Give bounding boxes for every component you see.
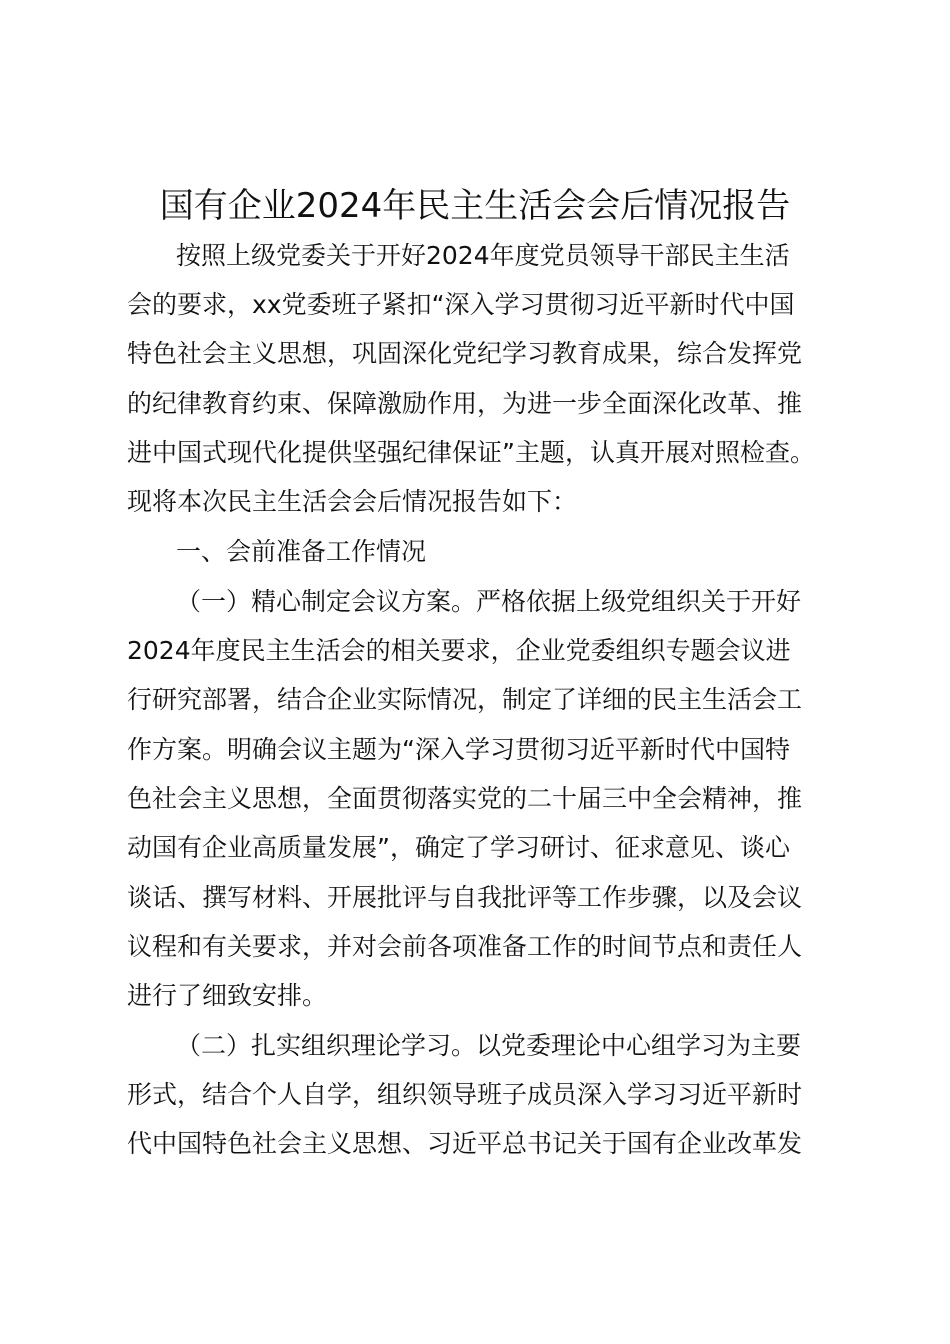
paragraph-line: 色社会主义思想，全面贯彻落实党的二十届三中全会精神，推 — [127, 784, 803, 813]
paragraph-line: 进行了细致安排。 — [127, 981, 328, 1010]
paragraph-line: 按照上级党委关于开好2024年度党员领导干部民主生活 — [176, 241, 790, 270]
paragraph-line: （二）扎实组织理论学习。以党委理论中心组学习为主要 — [176, 1031, 802, 1060]
paragraph-line: 行研究部署，结合企业实际情况，制定了详细的民主生活会工 — [127, 685, 803, 714]
paragraph-line: 特色社会主义思想，巩固深化党纪学习教育成果，综合发挥党 — [127, 339, 803, 368]
paragraph-line: 作方案。明确会议主题为“深入学习贯彻习近平新时代中国特 — [127, 735, 790, 764]
paragraph-line: 代中国特色社会主义思想、习近平总书记关于国有企业改革发 — [127, 1129, 803, 1158]
section-heading: 一、会前准备工作情况 — [176, 537, 427, 566]
paragraph-line: （一）精心制定会议方案。严格依据上级党组织关于开好 — [176, 587, 802, 616]
paragraph-line: 议程和有关要求，并对会前各项准备工作的时间节点和责任人 — [127, 932, 803, 961]
paragraph-line: 动国有企业高质量发展”，确定了学习研讨、征求意见、谈心 — [127, 833, 790, 862]
paragraph-line: 谈话、撰写材料、开展批评与自我批评等工作步骤，以及会议 — [127, 883, 803, 912]
paragraph-line: 会的要求，xx党委班子紧扣“深入学习贯彻习近平新时代中国 — [127, 290, 795, 319]
paragraph-line: 2024年度民主生活会的相关要求，企业党委组织专题会议进 — [127, 636, 791, 665]
paragraph-line: 的纪律教育约束、保障激励作用，为进一步全面深化改革、推 — [127, 389, 803, 418]
document-title: 国有企业2024年民主生活会会后情况报告 — [159, 186, 791, 226]
paragraph-line: 形式，结合个人自学，组织领导班子成员深入学习习近平新时 — [127, 1080, 803, 1109]
paragraph-line: 现将本次民主生活会会后情况报告如下： — [127, 487, 578, 516]
paragraph-line: 进中国式现代化提供坚强纪律保证”主题，认真开展对照检查。 — [127, 438, 815, 467]
